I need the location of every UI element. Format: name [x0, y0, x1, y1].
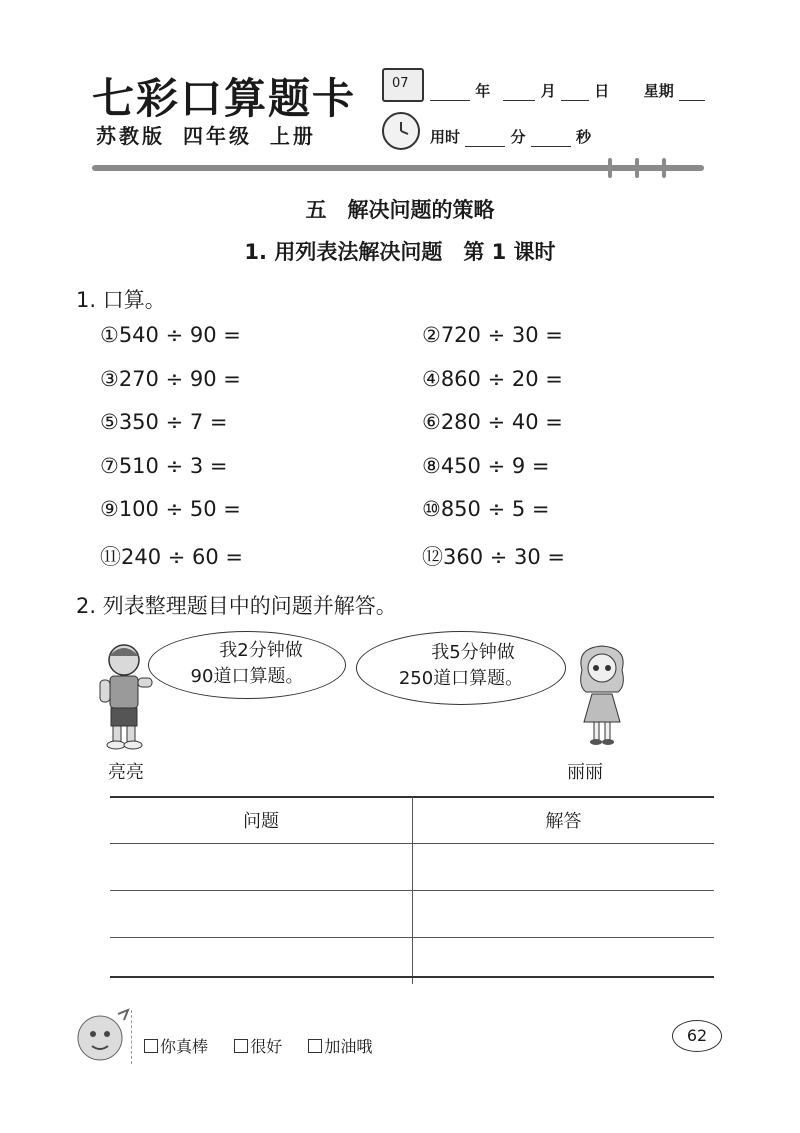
girl-speech-bubble: [356, 631, 566, 705]
divider-pin: [635, 158, 639, 178]
rating-option[interactable]: [144, 1037, 208, 1056]
footer-divider: [131, 1010, 133, 1064]
rating-option[interactable]: [234, 1037, 282, 1056]
seconds-label: 秒: [575, 128, 591, 146]
minutes-blank[interactable]: [465, 132, 505, 147]
page-number: 62: [672, 1020, 722, 1052]
time-used-label: 用时: [430, 128, 461, 146]
day-label: 日: [594, 82, 610, 100]
minutes-label: 分: [510, 128, 526, 146]
girl-illustration: [570, 640, 634, 748]
divider-pin: [608, 158, 612, 178]
problem-item: ⑦510 ÷ 3 =: [100, 454, 228, 478]
table-bottom-rule: [110, 976, 714, 978]
self-rating-options: [144, 1034, 372, 1057]
table-row: [110, 891, 714, 938]
table-header-question: 问题: [110, 797, 413, 844]
year-blank[interactable]: [430, 86, 470, 101]
divider-pin: [662, 158, 666, 178]
table-header-answer: 解答: [413, 797, 715, 844]
month-label: 月: [540, 82, 556, 100]
calendar-icon: [382, 68, 424, 102]
calendar-icon-number: 07: [392, 76, 409, 91]
boy-speech-line1: 我2分钟做: [219, 640, 303, 661]
problem-item: ⑫360 ÷ 30 =: [422, 545, 566, 569]
table-row: [110, 844, 714, 891]
rating-label: 加油哦: [324, 1037, 373, 1056]
table-cell-answer[interactable]: [413, 844, 715, 891]
problem-item: ③270 ÷ 90 =: [100, 367, 241, 391]
logo-title: 七彩口算题卡: [92, 74, 357, 123]
rating-label: 很好: [250, 1037, 283, 1056]
problem-item: ⑧450 ÷ 9 =: [422, 454, 550, 478]
weekday-blank[interactable]: [679, 86, 705, 101]
problem-item: ⑪240 ÷ 60 =: [100, 545, 244, 569]
problem-item: ⑥280 ÷ 40 =: [422, 410, 563, 434]
edition-label: 苏教版 四年级 上册: [96, 124, 316, 148]
checkbox-icon[interactable]: [144, 1039, 158, 1053]
answer-table: [110, 797, 714, 984]
checkbox-icon[interactable]: [308, 1039, 322, 1053]
table-cell-question[interactable]: [110, 844, 413, 891]
table-cell-answer[interactable]: [413, 891, 715, 938]
table-cell-question[interactable]: [110, 891, 413, 938]
chapter-title: 五 解决问题的策略: [305, 198, 495, 222]
problem-item: ④860 ÷ 20 =: [422, 367, 563, 391]
seconds-blank[interactable]: [531, 132, 571, 147]
question-1-title: 1. 口算。: [76, 288, 166, 312]
girl-speech-line1: 我5分钟做: [431, 642, 515, 663]
month-blank[interactable]: [503, 86, 535, 101]
rating-label: 你真棒: [160, 1037, 209, 1056]
girl-speech-line2: 250道口算题。: [398, 668, 524, 689]
weekday-label: 星期: [643, 82, 674, 100]
problem-item: ⑩850 ÷ 5 =: [422, 497, 550, 521]
girl-name: 丽丽: [567, 762, 603, 783]
date-fields: [430, 80, 705, 101]
day-blank[interactable]: [561, 86, 589, 101]
boy-name: 亮亮: [108, 762, 144, 783]
year-label: 年: [475, 82, 491, 100]
rating-option[interactable]: [308, 1037, 372, 1056]
question-2-title: 2. 列表整理题目中的问题并解答。: [76, 594, 397, 618]
problem-item: ②720 ÷ 30 =: [422, 323, 563, 347]
checkbox-icon[interactable]: [234, 1039, 248, 1053]
clock-icon: [382, 112, 420, 150]
lesson-title: 1. 用列表法解决问题 第 1 课时: [244, 240, 556, 264]
problem-item: ①540 ÷ 90 =: [100, 323, 241, 347]
header-divider: [92, 165, 704, 171]
time-fields: [430, 126, 591, 147]
boy-speech-line2: 90道口算题。: [190, 666, 304, 687]
table-header-row: [110, 797, 714, 844]
mascot-illustration: [70, 1008, 134, 1070]
problem-item: ⑨100 ÷ 50 =: [100, 497, 241, 521]
boy-speech-bubble: [148, 631, 346, 699]
problem-item: ⑤350 ÷ 7 =: [100, 410, 228, 434]
